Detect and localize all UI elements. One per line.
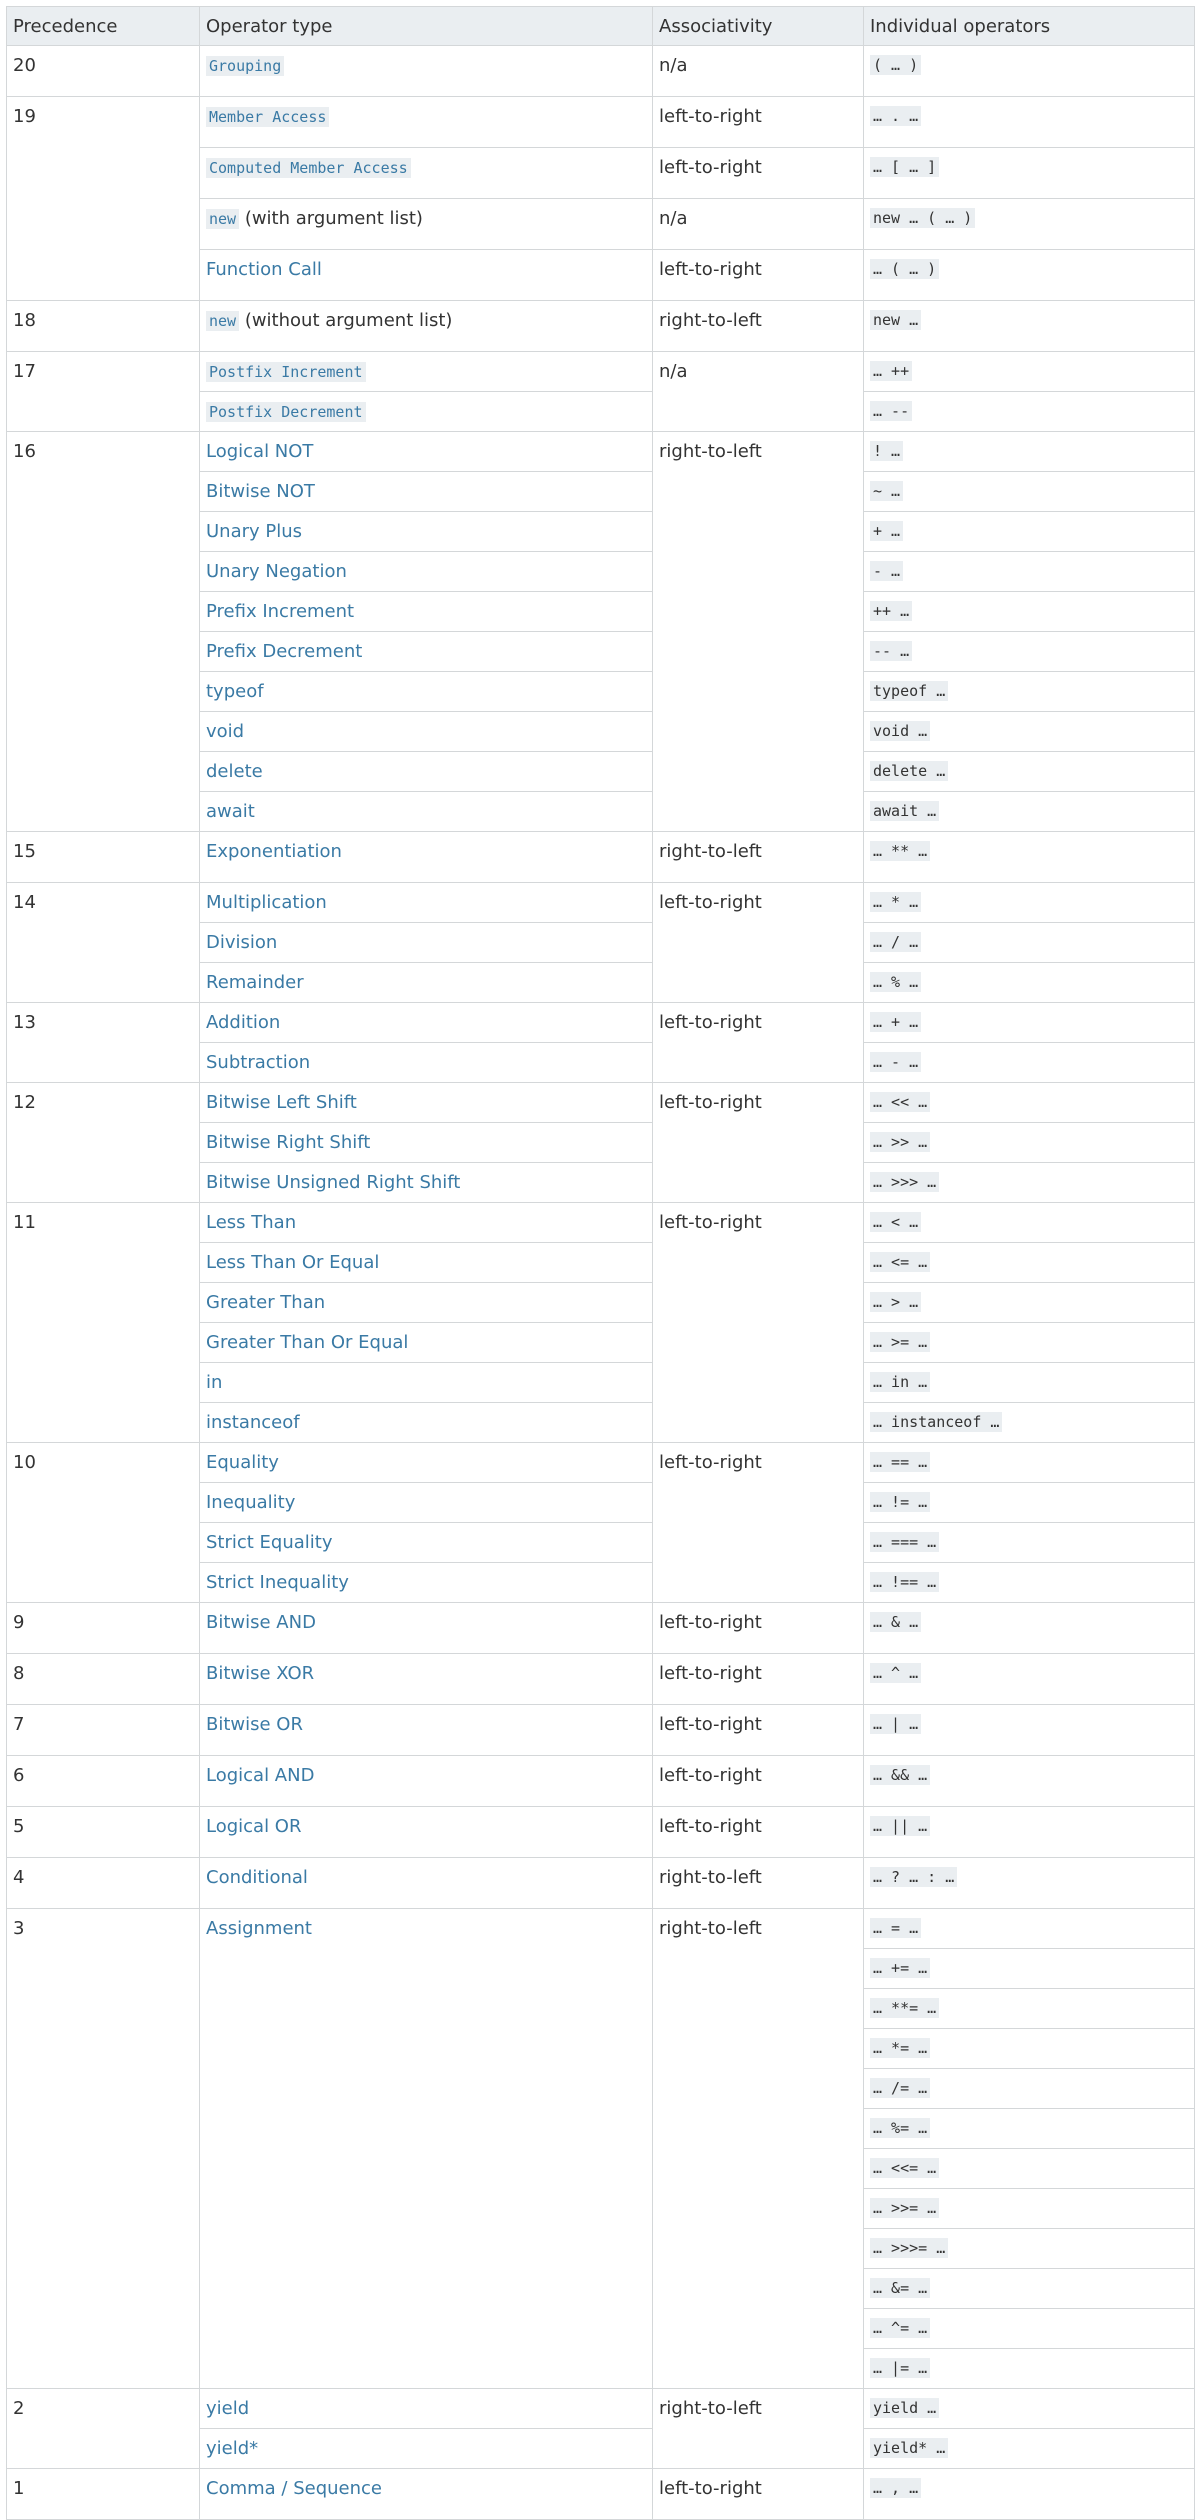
precedence-cell: 11 (7, 1203, 200, 1443)
associativity-cell: right-to-left (653, 301, 864, 352)
operator-type-link[interactable] (206, 361, 366, 382)
operator-syntax: … /= … (870, 2078, 930, 2098)
associativity-cell: left-to-right (653, 250, 864, 301)
precedence-cell: 16 (7, 432, 200, 832)
operator-type-link[interactable]: Logical OR (206, 1816, 302, 1837)
operator-syntax: … >>>= … (870, 2238, 948, 2258)
operator-syntax: … + … (870, 1012, 921, 1032)
individual-operator-cell (864, 2069, 1195, 2109)
operator-type-cell (200, 1603, 653, 1654)
operator-type-link[interactable]: Bitwise Unsigned Right Shift (206, 1172, 461, 1193)
table-row (7, 1756, 1195, 1807)
associativity-cell: left-to-right (653, 1003, 864, 1083)
header-operator-type: Operator type (200, 7, 653, 46)
individual-operator-cell (864, 97, 1195, 148)
operator-type-link[interactable]: Function Call (206, 259, 322, 280)
associativity-cell: right-to-left (653, 1909, 864, 2389)
individual-operator-cell (864, 1123, 1195, 1163)
individual-operator-cell (864, 199, 1195, 250)
operator-syntax: yield … (870, 2398, 939, 2418)
header-associativity: Associativity (653, 7, 864, 46)
table-row (7, 1705, 1195, 1756)
operator-syntax: … || … (870, 1816, 930, 1836)
associativity-cell: n/a (653, 199, 864, 250)
operator-type-link[interactable]: Exponentiation (206, 841, 342, 862)
individual-operator-cell (864, 472, 1195, 512)
operator-syntax: … %= … (870, 2118, 930, 2138)
operator-syntax: … ^= … (870, 2318, 930, 2338)
individual-operator-cell (864, 1563, 1195, 1603)
individual-operator-cell (864, 1909, 1195, 1949)
operator-type-cell (200, 1443, 653, 1483)
individual-operator-cell (864, 2309, 1195, 2349)
individual-operator-cell (864, 1603, 1195, 1654)
operator-syntax: ( … ) (870, 55, 921, 75)
individual-operator-cell (864, 832, 1195, 883)
individual-operator-cell (864, 1989, 1195, 2029)
associativity-cell: left-to-right (653, 1443, 864, 1603)
precedence-cell: 19 (7, 97, 200, 301)
operator-syntax: … **= … (870, 1998, 939, 2018)
precedence-cell: 20 (7, 46, 200, 97)
table-row (7, 1443, 1195, 1483)
operator-syntax: … ? … : … (870, 1867, 957, 1887)
operator-type-cell (200, 883, 653, 923)
operator-type-link[interactable]: delete (206, 761, 263, 782)
table-row (7, 1603, 1195, 1654)
operator-type-link[interactable]: Bitwise OR (206, 1714, 303, 1735)
operator-syntax: … ++ (870, 361, 912, 381)
operator-type-cell (200, 432, 653, 472)
associativity-cell: left-to-right (653, 1807, 864, 1858)
precedence-cell: 13 (7, 1003, 200, 1083)
operator-type-link[interactable]: instanceof (206, 1412, 300, 1433)
individual-operator-cell (864, 1363, 1195, 1403)
operator-syntax: … = … (870, 1918, 921, 1938)
table-row (7, 1083, 1195, 1123)
operator-type-link[interactable] (206, 157, 411, 178)
table-row (7, 2469, 1195, 2520)
operator-type-link[interactable]: Assignment (206, 1918, 312, 1939)
individual-operator-cell (864, 1243, 1195, 1283)
operator-type-link[interactable]: yield* (206, 2438, 259, 2459)
table-row (7, 46, 1195, 97)
operator-type-cell (200, 1807, 653, 1858)
individual-operator-cell (864, 1403, 1195, 1443)
individual-operator-cell (864, 301, 1195, 352)
operator-type-cell (200, 1363, 653, 1403)
operator-syntax: … . … (870, 106, 921, 126)
individual-operator-cell (864, 2349, 1195, 2389)
table-row (7, 1807, 1195, 1858)
operator-type-link[interactable]: Conditional (206, 1867, 308, 1888)
precedence-cell: 10 (7, 1443, 200, 1603)
precedence-cell: 15 (7, 832, 200, 883)
associativity-cell: n/a (653, 46, 864, 97)
precedence-cell: 4 (7, 1858, 200, 1909)
operator-type-cell (200, 301, 653, 352)
operator-type-cell (200, 1163, 653, 1203)
associativity-cell: left-to-right (653, 1203, 864, 1443)
operator-syntax: … , … (870, 2478, 921, 2498)
operator-type-code: Computed Member Access (206, 158, 411, 178)
individual-operator-cell (864, 1323, 1195, 1363)
precedence-cell: 14 (7, 883, 200, 1003)
operator-syntax: ++ … (870, 601, 912, 621)
operator-syntax: void … (870, 721, 930, 741)
header-row (7, 7, 1195, 46)
individual-operator-cell (864, 2469, 1195, 2520)
individual-operator-cell (864, 712, 1195, 752)
operator-type-link[interactable] (206, 208, 239, 229)
operator-syntax: … & … (870, 1612, 921, 1632)
operator-syntax: yield* … (870, 2438, 948, 2458)
operator-syntax: … |= … (870, 2358, 930, 2378)
operator-syntax: … instanceof … (870, 1412, 1002, 1432)
individual-operator-cell (864, 792, 1195, 832)
operator-type-link[interactable]: in (206, 1372, 223, 1393)
operator-type-cell (200, 1563, 653, 1603)
operator-type-cell (200, 832, 653, 883)
operator-syntax: … != … (870, 1492, 930, 1512)
operator-type-cell (200, 148, 653, 199)
operator-type-cell (200, 1909, 653, 2389)
operator-type-cell (200, 250, 653, 301)
operator-type-cell (200, 1654, 653, 1705)
operator-type-link[interactable]: Bitwise Right Shift (206, 1132, 371, 1153)
operator-type-link[interactable]: Prefix Increment (206, 601, 355, 622)
operator-type-cell (200, 963, 653, 1003)
associativity-cell: right-to-left (653, 1858, 864, 1909)
individual-operator-cell (864, 1756, 1195, 1807)
associativity-cell: left-to-right (653, 1603, 864, 1654)
operator-type-link[interactable]: Unary Plus (206, 521, 303, 542)
operator-type-link[interactable]: typeof (206, 681, 264, 702)
associativity-cell: left-to-right (653, 883, 864, 1003)
operator-type-cell (200, 1523, 653, 1563)
operator-syntax: … > … (870, 1292, 921, 1312)
operator-type-link[interactable]: Multiplication (206, 892, 327, 913)
individual-operator-cell (864, 1083, 1195, 1123)
operator-syntax: … -- (870, 401, 912, 421)
precedence-cell: 1 (7, 2469, 200, 2520)
operator-type-cell (200, 1203, 653, 1243)
operator-type-cell (200, 1243, 653, 1283)
precedence-cell: 2 (7, 2389, 200, 2469)
operator-syntax: delete … (870, 761, 948, 781)
operator-type-cell (200, 1403, 653, 1443)
precedence-cell: 7 (7, 1705, 200, 1756)
operator-type-cell (200, 1083, 653, 1123)
operator-syntax: … ^ … (870, 1663, 921, 1683)
operator-type-cell (200, 97, 653, 148)
operator-type-cell (200, 923, 653, 963)
precedence-cell: 8 (7, 1654, 200, 1705)
individual-operator-cell (864, 250, 1195, 301)
precedence-cell: 6 (7, 1756, 200, 1807)
operator-type-link[interactable] (206, 55, 284, 76)
individual-operator-cell (864, 1523, 1195, 1563)
operator-type-link[interactable]: Comma / Sequence (206, 2478, 382, 2499)
operator-type-cell (200, 352, 653, 392)
operator-type-link[interactable] (206, 401, 366, 422)
operator-syntax: + … (870, 521, 903, 541)
table-row (7, 352, 1195, 392)
individual-operator-cell (864, 2429, 1195, 2469)
operator-type-cell (200, 552, 653, 592)
individual-operator-cell (864, 672, 1195, 712)
operator-syntax: -- … (870, 641, 912, 661)
operator-syntax: … in … (870, 1372, 930, 1392)
operator-type-link[interactable]: Division (206, 932, 278, 953)
operator-type-link[interactable]: Logical AND (206, 1765, 315, 1786)
operator-syntax: await … (870, 801, 939, 821)
individual-operator-cell (864, 752, 1195, 792)
operator-type-code: new (206, 209, 239, 229)
operator-type-cell (200, 2429, 653, 2469)
operator-type-link[interactable]: Logical NOT (206, 441, 314, 462)
individual-operator-cell (864, 1283, 1195, 1323)
operator-type-link[interactable]: Prefix Decrement (206, 641, 363, 662)
associativity-cell: left-to-right (653, 1705, 864, 1756)
operator-type-cell (200, 632, 653, 672)
individual-operator-cell (864, 883, 1195, 923)
associativity-cell: n/a (653, 352, 864, 432)
operator-type-link[interactable]: Bitwise XOR (206, 1663, 315, 1684)
operator-syntax: … == … (870, 1452, 930, 1472)
operator-type-link[interactable]: Strict Inequality (206, 1572, 349, 1593)
operator-syntax: … !== … (870, 1572, 939, 1592)
operator-type-cell (200, 1123, 653, 1163)
table-row (7, 1203, 1195, 1243)
operator-type-link[interactable]: Unary Negation (206, 561, 347, 582)
operator-syntax: … < … (870, 1212, 921, 1232)
operator-type-cell (200, 592, 653, 632)
associativity-cell: left-to-right (653, 97, 864, 148)
operator-type-cell (200, 46, 653, 97)
header-precedence: Precedence (7, 7, 200, 46)
operator-type-cell (200, 1705, 653, 1756)
operator-type-link[interactable]: Bitwise AND (206, 1612, 316, 1633)
individual-operator-cell (864, 148, 1195, 199)
operator-type-link[interactable]: Remainder (206, 972, 304, 993)
individual-operator-cell (864, 1443, 1195, 1483)
operator-type-code: new (206, 311, 239, 331)
operator-syntax: typeof … (870, 681, 948, 701)
operator-type-cell (200, 1858, 653, 1909)
associativity-cell: right-to-left (653, 2389, 864, 2469)
operator-type-link[interactable] (206, 106, 329, 127)
precedence-cell: 9 (7, 1603, 200, 1654)
operator-syntax: … / … (870, 932, 921, 952)
table-row (7, 432, 1195, 472)
operator-type-link[interactable]: Strict Equality (206, 1532, 333, 1553)
operator-type-cell (200, 2469, 653, 2520)
individual-operator-cell (864, 2029, 1195, 2069)
individual-operator-cell (864, 963, 1195, 1003)
operator-type-cell (200, 1756, 653, 1807)
operator-syntax: … % … (870, 972, 921, 992)
table-row (7, 1003, 1195, 1043)
operator-type-cell (200, 512, 653, 552)
operator-type-link[interactable]: Addition (206, 1012, 281, 1033)
operator-type-code: Grouping (206, 56, 284, 76)
table-row (7, 832, 1195, 883)
operator-type-code: Postfix Increment (206, 362, 366, 382)
associativity-cell: left-to-right (653, 1654, 864, 1705)
precedence-cell: 3 (7, 1909, 200, 2389)
operator-type-link[interactable]: Greater Than Or Equal (206, 1332, 409, 1353)
operator-type-cell (200, 392, 653, 432)
individual-operator-cell (864, 1654, 1195, 1705)
precedence-cell: 18 (7, 301, 200, 352)
associativity-cell: right-to-left (653, 832, 864, 883)
table-row (7, 301, 1195, 352)
table-row (7, 2389, 1195, 2429)
individual-operator-cell (864, 923, 1195, 963)
operator-type-suffix: (with argument list) (239, 208, 423, 229)
operator-syntax: … ( … ) (870, 259, 939, 279)
individual-operator-cell (864, 2389, 1195, 2429)
operator-type-link[interactable]: Less Than (206, 1212, 297, 1233)
operator-syntax: … << … (870, 1092, 930, 1112)
associativity-cell: left-to-right (653, 148, 864, 199)
operator-syntax: … >>= … (870, 2198, 939, 2218)
operator-syntax: … | … (870, 1714, 921, 1734)
associativity-cell: right-to-left (653, 432, 864, 832)
operator-type-link[interactable]: Equality (206, 1452, 279, 1473)
operator-type-link[interactable]: Greater Than (206, 1292, 326, 1313)
operator-type-link[interactable]: Inequality (206, 1492, 296, 1513)
operator-type-link[interactable]: Bitwise Left Shift (206, 1092, 357, 1113)
table-row (7, 883, 1195, 923)
operator-type-cell (200, 472, 653, 512)
operator-type-cell (200, 1483, 653, 1523)
operator-syntax: … && … (870, 1765, 930, 1785)
individual-operator-cell (864, 2109, 1195, 2149)
individual-operator-cell (864, 592, 1195, 632)
individual-operator-cell (864, 632, 1195, 672)
operator-type-link[interactable]: Subtraction (206, 1052, 311, 1073)
operator-type-cell (200, 2389, 653, 2429)
operator-syntax: … <<= … (870, 2158, 939, 2178)
operator-type-link[interactable]: await (206, 801, 255, 822)
individual-operator-cell (864, 1483, 1195, 1523)
operator-type-cell (200, 1043, 653, 1083)
operator-type-cell (200, 1283, 653, 1323)
operator-type-cell (200, 712, 653, 752)
operator-type-link[interactable]: void (206, 721, 245, 742)
individual-operator-cell (864, 2269, 1195, 2309)
table-row (7, 1654, 1195, 1705)
operator-type-link[interactable]: Bitwise NOT (206, 481, 315, 502)
operator-syntax: … <= … (870, 1252, 930, 1272)
operator-syntax: … &= … (870, 2278, 930, 2298)
operator-syntax: … ** … (870, 841, 930, 861)
operator-type-link[interactable]: Less Than Or Equal (206, 1252, 380, 1273)
individual-operator-cell (864, 352, 1195, 392)
operator-syntax: new … (870, 310, 921, 330)
individual-operator-cell (864, 1858, 1195, 1909)
operator-type-cell (200, 752, 653, 792)
operator-type-link[interactable]: yield (206, 2398, 250, 2419)
operator-type-cell (200, 672, 653, 712)
individual-operator-cell (864, 552, 1195, 592)
individual-operator-cell (864, 1003, 1195, 1043)
associativity-cell: left-to-right (653, 1756, 864, 1807)
operator-type-code: Member Access (206, 107, 329, 127)
operator-syntax: - … (870, 561, 903, 581)
precedence-cell: 5 (7, 1807, 200, 1858)
individual-operator-cell (864, 512, 1195, 552)
individual-operator-cell (864, 392, 1195, 432)
operator-type-cell (200, 792, 653, 832)
operator-syntax: new … ( … ) (870, 208, 975, 228)
individual-operator-cell (864, 46, 1195, 97)
individual-operator-cell (864, 2189, 1195, 2229)
operator-syntax: ! … (870, 441, 903, 461)
individual-operator-cell (864, 1203, 1195, 1243)
associativity-cell: left-to-right (653, 2469, 864, 2520)
operator-type-cell (200, 1323, 653, 1363)
operator-syntax: … === … (870, 1532, 939, 1552)
associativity-cell: left-to-right (653, 1083, 864, 1203)
operator-syntax: … >> … (870, 1132, 930, 1152)
operator-syntax: … [ … ] (870, 157, 939, 177)
table-row (7, 1858, 1195, 1909)
operator-syntax: … - … (870, 1052, 921, 1072)
precedence-cell: 17 (7, 352, 200, 432)
operator-type-cell (200, 199, 653, 250)
individual-operator-cell (864, 432, 1195, 472)
operator-type-suffix: (without argument list) (239, 310, 453, 331)
operator-syntax: ~ … (870, 481, 903, 501)
header-individual-operators: Individual operators (864, 7, 1195, 46)
operator-syntax: … >>> … (870, 1172, 939, 1192)
operator-type-code: Postfix Decrement (206, 402, 366, 422)
operator-precedence-table (6, 6, 1195, 2520)
individual-operator-cell (864, 1163, 1195, 1203)
operator-type-cell (200, 1003, 653, 1043)
individual-operator-cell (864, 1807, 1195, 1858)
individual-operator-cell (864, 1705, 1195, 1756)
individual-operator-cell (864, 1949, 1195, 1989)
operator-syntax: … >= … (870, 1332, 930, 1352)
table-row (7, 1909, 1195, 1949)
table-row (7, 97, 1195, 148)
table-body (7, 46, 1195, 2520)
individual-operator-cell (864, 1043, 1195, 1083)
operator-type-link[interactable] (206, 310, 239, 331)
individual-operator-cell (864, 2149, 1195, 2189)
operator-syntax: … * … (870, 892, 921, 912)
precedence-cell: 12 (7, 1083, 200, 1203)
operator-syntax: … += … (870, 1958, 930, 1978)
operator-syntax: … *= … (870, 2038, 930, 2058)
individual-operator-cell (864, 2229, 1195, 2269)
